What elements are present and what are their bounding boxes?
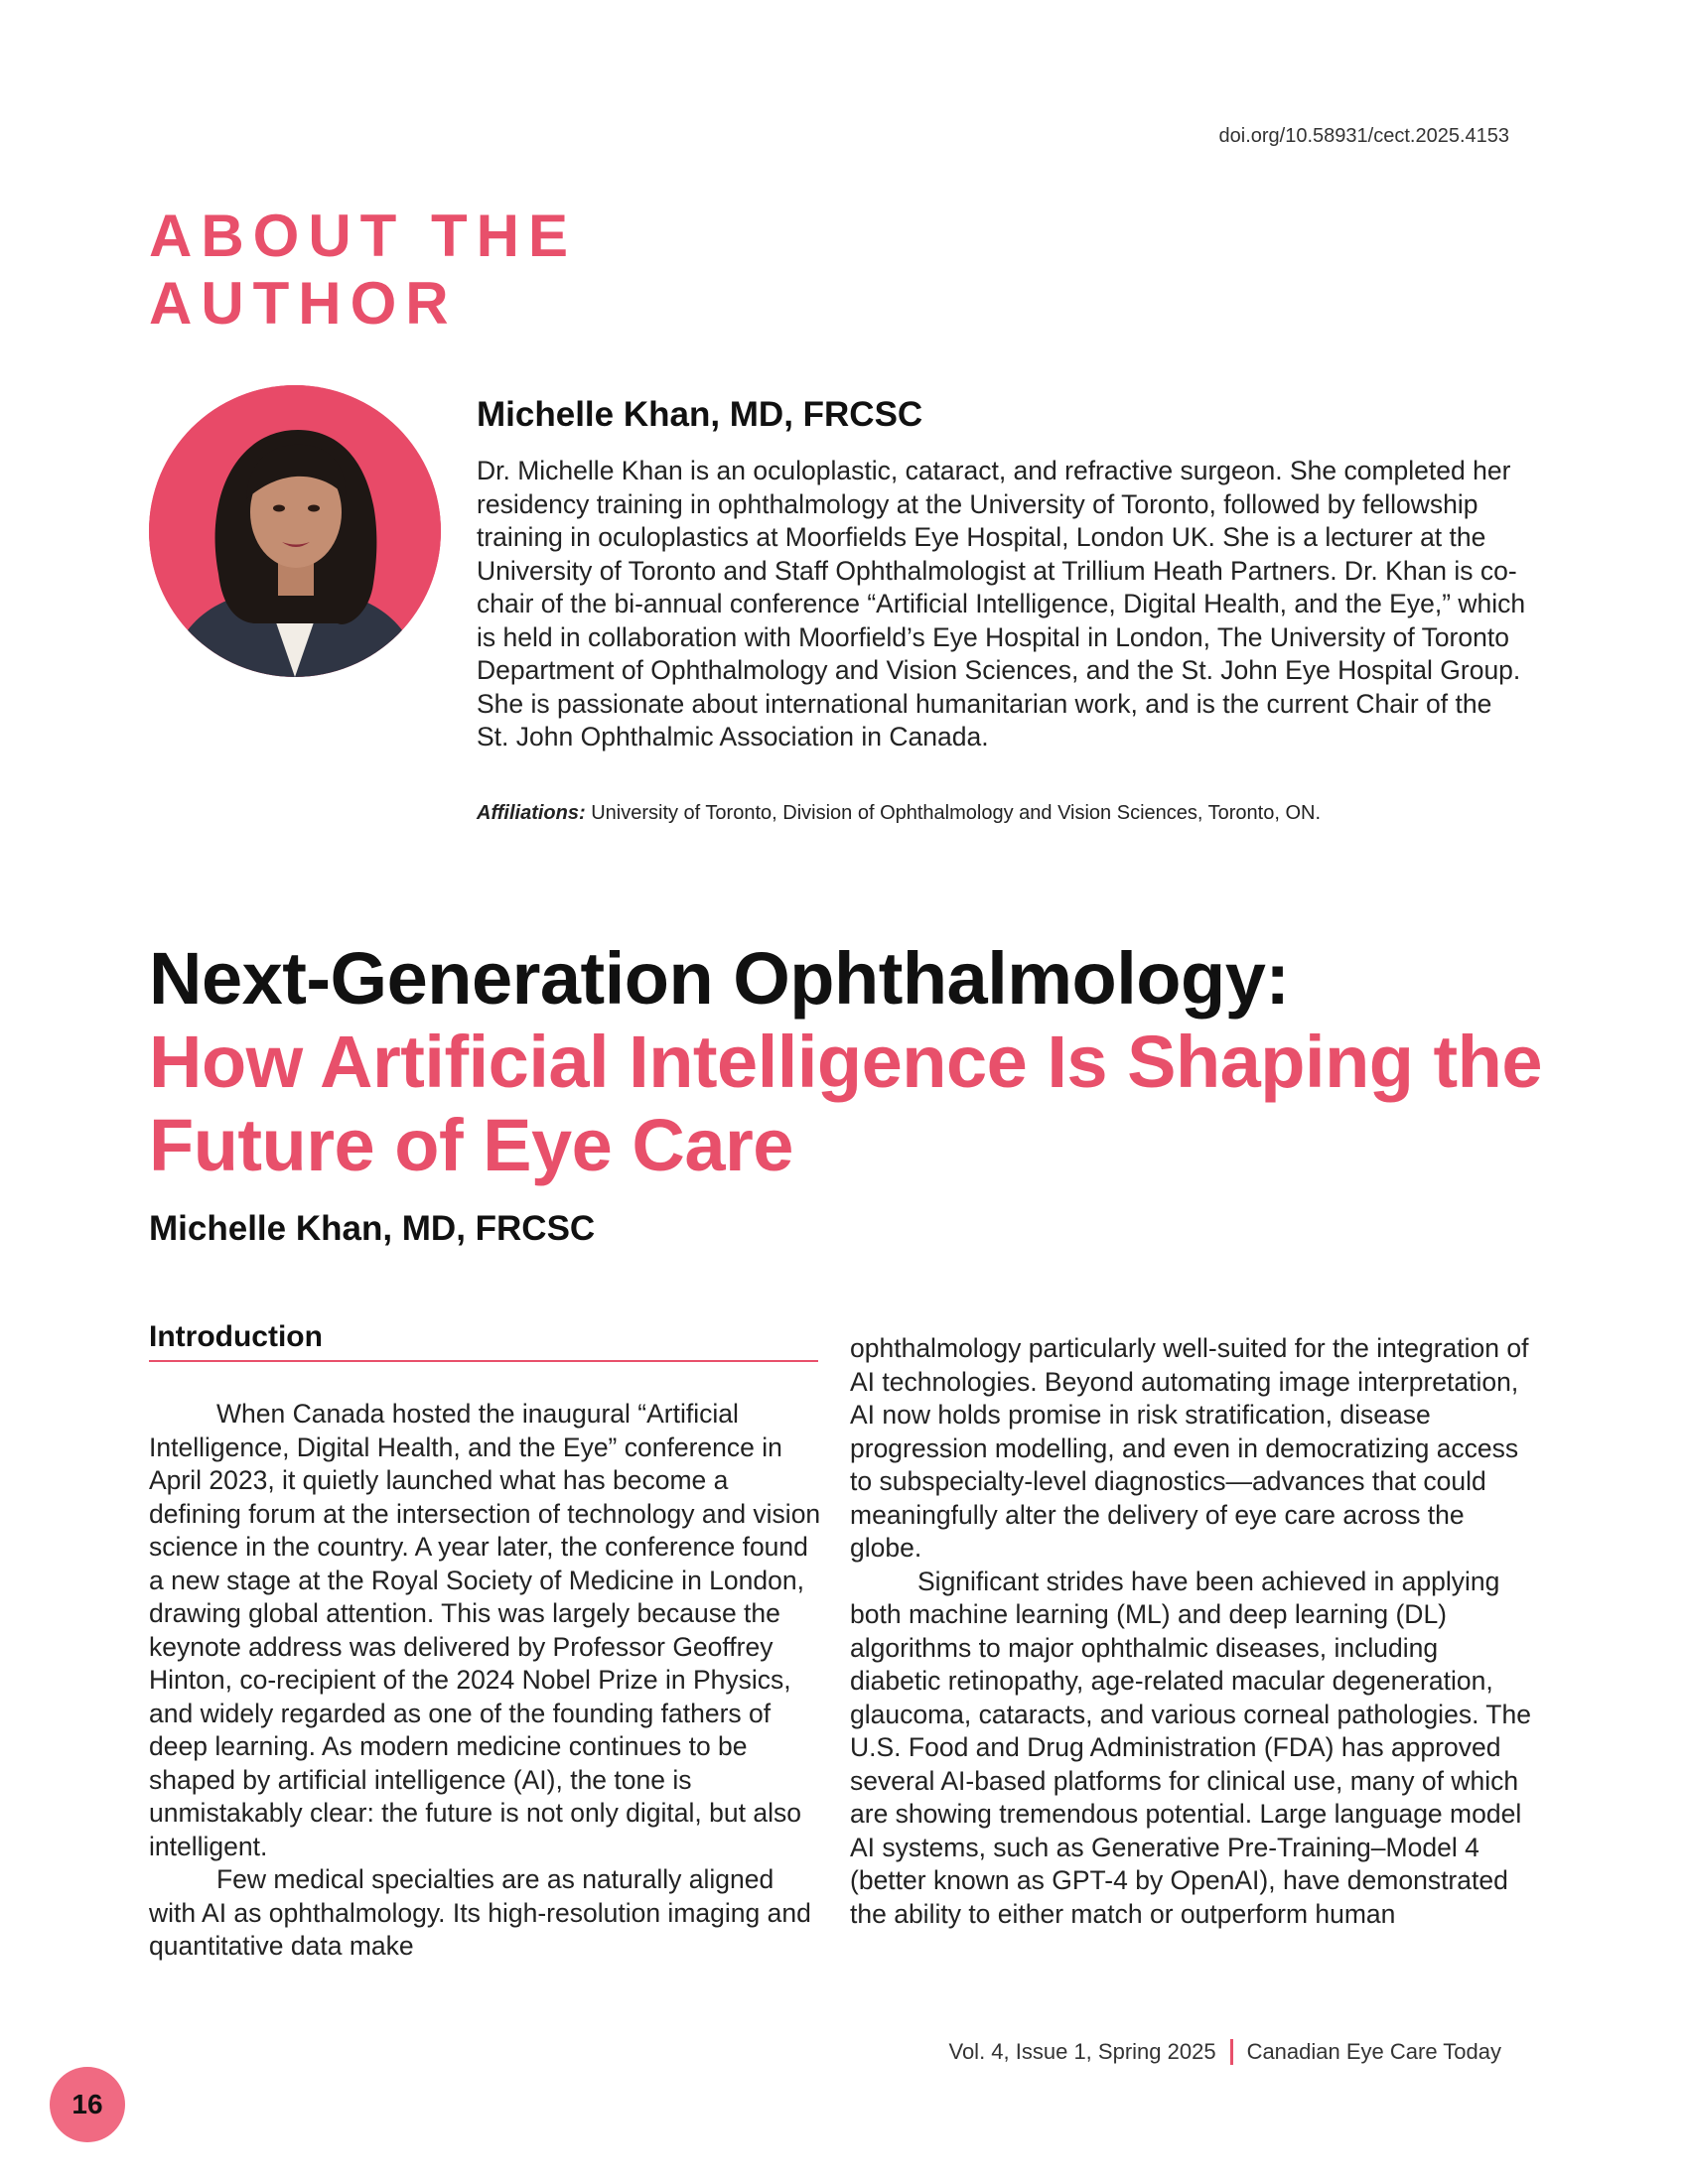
affiliations-label: Affiliations:	[477, 802, 586, 824]
about-heading-line-1: ABOUT THE	[149, 203, 577, 269]
article-title: Next-Generation Ophthalmology:	[149, 937, 1290, 1020]
journal-name: Canadian Eye Care Today	[1246, 2039, 1501, 2064]
body-column-left	[149, 1398, 824, 1964]
page-number-badge: 16	[50, 2067, 125, 2142]
author-name: Michelle Khan, MD, FRCSC	[477, 395, 923, 434]
article-subtitle: How Artificial Intelligence Is Shaping the Future of Eye Care	[149, 1021, 1543, 1186]
section-heading-introduction: Introduction	[149, 1320, 818, 1362]
body-column-right	[850, 1332, 1535, 1931]
issue-info: Vol. 4, Issue 1, Spring 2025	[948, 2039, 1216, 2064]
doi-link[interactable]: doi.org/10.58931/cect.2025.4153	[1218, 125, 1509, 147]
paragraph: When Canada hosted the inaugural “Artificial Intelligence, Digital Health, and the Eye” conference in April 2023, it quietly launched what has become a defining forum at the intersection of technology and vision science in the country. A year later, the conference found a new stage at the Royal Society of Medicine in London, drawing global attention. This was largely because the keynote address was delivered by Professor Geoffrey Hinton, co-recipient of the 2024 Nobel Prize in Physics, and widely regarded as one of the founding fathers of deep learning. As modern medicine continues to be shaped by artificial intelligence (AI), the tone is unmistakably clear: the future is not only digital, but also intelligent.	[149, 1399, 821, 1861]
page-footer	[948, 2039, 1501, 2065]
about-the-author-heading	[149, 203, 577, 338]
paragraph: ophthalmology particularly well-suited for the integration of AI technologies. Beyond automating image interpretation, AI now holds promise in risk stratification, disease progression modelling, and even in democratizing access to subspecialty-level diagnostics—advances that could meaningfully alter the delivery of eye care across the globe.	[850, 1333, 1529, 1563]
author-affiliations	[477, 802, 1321, 825]
affiliations-text: University of Toronto, Division of Ophthalmology and Vision Sciences, Toronto, ON.	[591, 802, 1322, 824]
article-byline: Michelle Khan, MD, FRCSC	[149, 1209, 596, 1248]
about-heading-line-2: AUTHOR	[149, 270, 458, 337]
paragraph: Significant strides have been achieved in applying both machine learning (ML) and deep learning (DL) algorithms to major ophthalmic diseases, including diabetic retinopathy, age-related macular degeneration, glaucoma, cataracts, and various corneal pathologies. The U.S. Food and Drug Administration (FDA) has approved several AI-based platforms for clinical use, many of which are showing tremendous potential. Large language model AI systems, such as Generative Pre-Training–Model 4 (better known as GPT-4 by OpenAI), have demonstrated the ability to either match or outperform human	[850, 1566, 1531, 1929]
footer-divider	[1230, 2039, 1233, 2065]
author-portrait-image	[149, 385, 441, 677]
paragraph: Few medical specialties are as naturally aligned with AI as ophthalmology. Its high-resolution imaging and quantitative data make	[149, 1864, 811, 1961]
author-photo	[149, 385, 441, 677]
author-bio: Dr. Michelle Khan is an oculoplastic, cataract, and refractive surgeon. She completed her residency training in ophthalmology at the University of Toronto, followed by fellowship training in oculoplastics at Moorfields Eye Hospital, London UK. She is a lecturer at the University of Toronto and Staff Ophthalmologist at Trillium Heath Partners. Dr. Khan is co-chair of the bi-annual conference “Artificial Intelligence, Digital Health, and the Eye,” which is held in collaboration with Moorfield’s Eye Hospital in London, The University of Toronto Department of Ophthalmology and Vision Sciences, and the St. John Eye Hospital Group. She is passionate about international humanitarian work, and is the current Chair of the St. John Ophthalmic Association in Canada.	[477, 456, 1526, 751]
